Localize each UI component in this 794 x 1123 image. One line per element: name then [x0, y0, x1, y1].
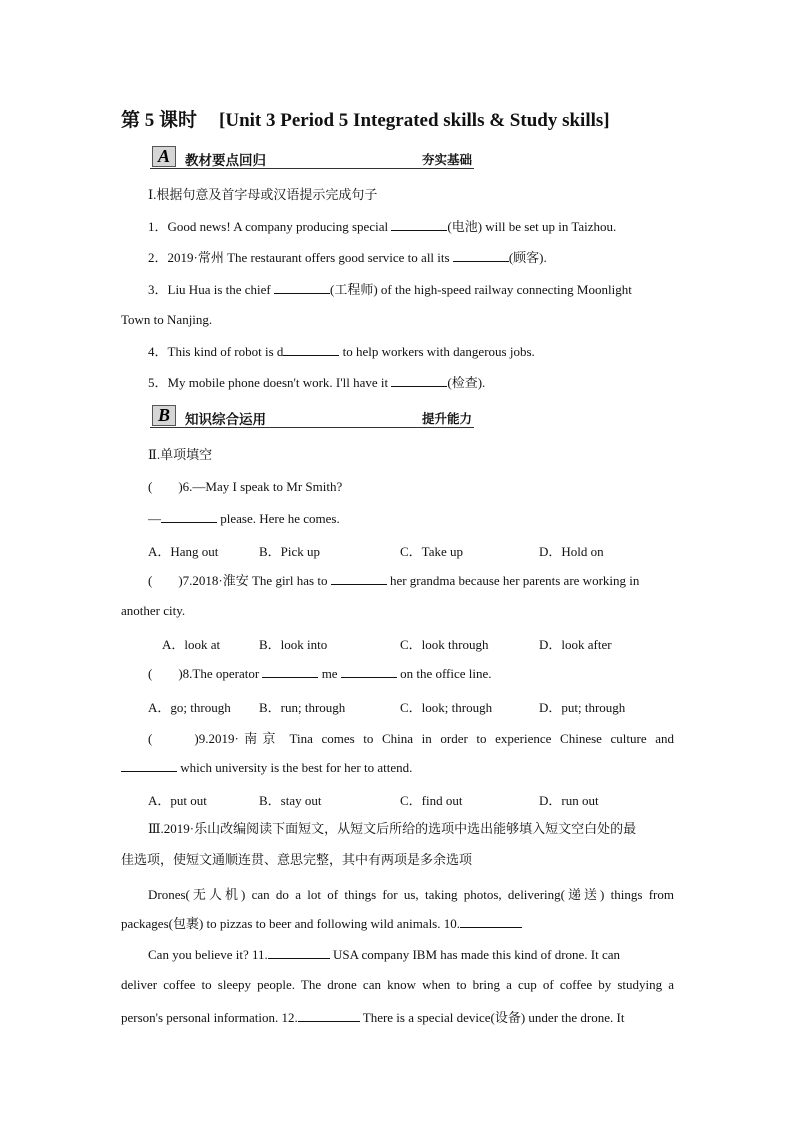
passage-line-2: packages(包裹) to pizzas to beer and following wild animals. 10.: [121, 915, 522, 932]
q8-option-b[interactable]: B．run; through: [259, 700, 346, 715]
q7-option-c[interactable]: C．look through: [400, 637, 489, 652]
answer-blank-10[interactable]: [460, 915, 522, 928]
answer-blank[interactable]: [391, 218, 447, 231]
q6-option-d[interactable]: D．Hold on: [539, 544, 604, 559]
q7-option-a[interactable]: A．look at: [162, 637, 221, 652]
section-b-heading: 知识综合运用: [185, 412, 266, 428]
question-1: 1．Good news! A company producing special (电池) will be set up in Taizhou.: [148, 219, 617, 234]
passage-line-4: deliver coffee to sleepy people. The drone can know when to bring a cup of coffee by studying a: [121, 977, 674, 992]
section-a-badge: A: [152, 146, 176, 167]
q8-option-d[interactable]: D．put; through: [539, 700, 626, 715]
question-5: 5．My mobile phone doesn't work. I'll have it (检查).: [148, 375, 486, 390]
section-b-badge: B: [152, 405, 176, 426]
question-3-continued: Town to Nanjing.: [121, 312, 213, 327]
answer-blank[interactable]: [262, 665, 318, 678]
q8-option-c[interactable]: C．look; through: [400, 700, 493, 715]
part3-header: Ⅲ.2019·乐山改编阅读下面短文，从短文后所给的选项中选出能够填入短文空白处的最: [148, 821, 637, 836]
page-title: [121, 105, 610, 132]
q7-option-b[interactable]: B．look into: [259, 637, 328, 652]
q7-option-d[interactable]: D．look after: [539, 637, 612, 652]
section-a-banner: [150, 146, 474, 169]
part1-header: Ⅰ.根据句意及首字母或汉语提示完成句子: [148, 187, 378, 202]
question-6: ( )6.—May I speak to Mr Smith?: [148, 479, 343, 494]
q9-option-d[interactable]: D．run out: [539, 793, 599, 808]
answer-blank[interactable]: [161, 510, 217, 523]
unit-title: [Unit 3 Period 5 Integrated skills & Study skills]: [219, 110, 610, 131]
question-7-continued: another city.: [121, 603, 186, 618]
question-9-continued: which university is the best for her to attend.: [121, 759, 412, 776]
passage-line-1: Drones(无人机) can do a lot of things for us, taking photos, delivering(递送) things from: [148, 887, 674, 902]
section-a-heading: 教材要点回归: [185, 153, 266, 169]
q6-option-a[interactable]: A．Hang out: [148, 544, 219, 559]
answer-blank[interactable]: [341, 665, 397, 678]
answer-blank[interactable]: [453, 249, 509, 262]
question-2: 2．2019·常州 The restaurant offers good service to all its (顾客).: [148, 250, 547, 265]
q6-option-b[interactable]: B．Pick up: [259, 544, 321, 559]
section-b-subtitle: 提升能力: [421, 411, 472, 426]
lesson-number: 第 5 课时: [121, 110, 198, 131]
section-a-subtitle: 夯实基础: [421, 152, 472, 167]
answer-blank[interactable]: [283, 343, 339, 356]
answer-blank-11[interactable]: [268, 946, 330, 959]
answer-blank[interactable]: [331, 572, 387, 585]
q9-option-c[interactable]: C．find out: [400, 793, 463, 808]
question-9: ( )9.2019·南京 Tina comes to China in order to experience Chinese culture and: [148, 731, 674, 746]
q6-option-c[interactable]: C．Take up: [400, 544, 463, 559]
answer-blank[interactable]: [391, 374, 447, 387]
answer-blank-12[interactable]: [298, 1009, 360, 1022]
question-4: 4．This kind of robot is d to help workers with dangerous jobs.: [148, 344, 535, 359]
part3-header-continued: 佳选项，使短文通顺连贯、意思完整，其中有两项是多余选项: [121, 852, 473, 867]
answer-blank[interactable]: [274, 281, 330, 294]
passage-line-5: person's personal information. 12. There is a special device(设备) under the drone. It: [121, 1010, 625, 1025]
question-3: 3．Liu Hua is the chief (工程师) of the high-speed railway connecting Moonlight: [148, 282, 632, 297]
question-7: ( )7.2018·淮安 The girl has to her grandma because her parents are working in: [148, 573, 640, 588]
question-8: ( )8.The operator me on the office line.: [148, 666, 492, 681]
question-6-reply: — please. Here he comes.: [148, 511, 340, 526]
passage-line-3: Can you believe it? 11. USA company IBM has made this kind of drone. It can: [148, 947, 621, 962]
part2-header: Ⅱ.单项填空: [148, 447, 213, 462]
section-b-banner: [150, 405, 474, 428]
q9-option-b[interactable]: B．stay out: [259, 793, 322, 808]
q9-option-a[interactable]: A．put out: [148, 793, 207, 808]
q8-option-a[interactable]: A．go; through: [148, 700, 231, 715]
answer-blank[interactable]: [121, 759, 177, 772]
